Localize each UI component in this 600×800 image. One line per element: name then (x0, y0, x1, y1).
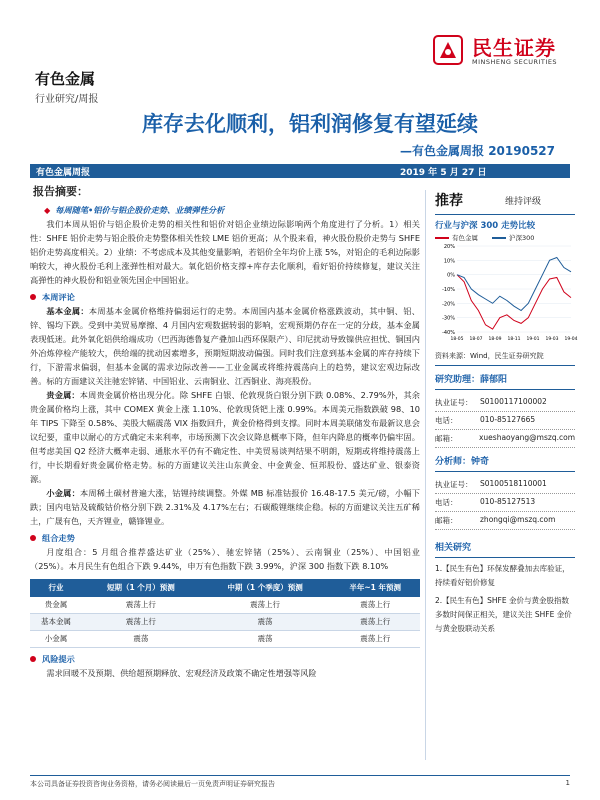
x-tick-label: 18-07 (469, 337, 483, 342)
recommend-label: 推荐 (435, 193, 463, 209)
x-tick-label: 19-04 (564, 337, 578, 342)
rating-label: 维持评级 (505, 197, 542, 207)
x-tick-label: 18-11 (507, 337, 521, 342)
y-tick-label: -40% (442, 330, 455, 336)
table-cell: 基本金属 (30, 614, 82, 631)
bullet-icon (30, 294, 36, 300)
table-header: 行业 (30, 579, 82, 597)
table-header-row (30, 579, 420, 597)
para-precious-metals: 贵金属：本周贵金属价格出现分化。除 SHFE 白银、伦敦现货白银分别下跌 0.08%、2.79%外，其余贵金属价格均上涨，其中 COMEX 黄金上涨 1.10%、伦敦现货钯上涨 0.99%。本周美元指数跌破 98、10 年 TIPS 下降至 0.58%、美股大幅震荡 VIX 指数回升，黄金价格得到支撑。同时本周美联储发布最新议息会议纪要，重申以耐心的方式确定未来利率，市场预测下次会议降息概率下降，但年内降息的概率仍偏牢固。但考虑美国 Q2 经济大概率走弱、通胀水平仍有不确定性、中美贸易谈判结果不明朗，短期或将维持震荡上行，中长期看好贵金属价格走势。标的方面建议关注山东黄金、中金黄金、恒邦股份、盛达矿业、银泰资源。 (30, 390, 420, 484)
rating-box (435, 190, 575, 210)
forecast-table (30, 579, 420, 648)
table-row (30, 597, 420, 614)
chart-source: 资料来源：Wind，民生证券研究院 (435, 352, 544, 360)
divider (435, 557, 575, 558)
analyst-row: 电话： 010-85127665 (435, 412, 575, 430)
y-tick-label: 0% (447, 272, 455, 279)
y-tick-label: -20% (442, 301, 455, 308)
divider (435, 471, 575, 472)
report-type: 行业研究/周报 (35, 94, 99, 105)
table-cell: 震荡上行 (330, 614, 420, 631)
table-row (30, 614, 420, 631)
para-minor-metals: 小金属：本周稀土碳材普遍大涨，钴锂持续调整。外媒 MB 标准钴报价 16.48-17.5 美元/磅，小幅下跌；国内电钴及硫酸钴价格分别下跌 2.31%及 4.17%左右；石碳酸锂继续企稳。标的方面建议关注五矿稀土，广晟有色，天齐锂业，赣锋锂业。 (30, 488, 420, 526)
table-header: 短期（1 个月）预测 (82, 579, 200, 597)
header-band (30, 164, 570, 178)
related-link[interactable]: 1.【民生有色】环保发酵叠加去库验证，持续看好铝价修复 (435, 564, 570, 587)
analyst-email-row[interactable]: 邮箱： xueshaoyang@mszq.com (435, 430, 575, 448)
x-tick-label: 19-01 (526, 337, 540, 342)
footer-disclaimer: 本公司具备证券投资咨询业务资格，请务必阅读最后一页免责声明证券研究报告 (30, 780, 275, 788)
analyst-row: 电话： 010-85127513 (435, 494, 575, 512)
table-cell: 震荡上行 (330, 597, 420, 614)
bullet-icon (30, 535, 36, 541)
brand-name-cn: 民生证券 (472, 36, 556, 60)
section-head-risk: 风险提示 (30, 652, 420, 666)
y-tick-label: -30% (442, 315, 455, 322)
summary-label: 报告摘要： (33, 185, 88, 198)
table-cell: 震荡上行 (200, 597, 331, 614)
section-head-portfolio: 组合走势 (30, 531, 420, 545)
band-left-text: 有色金属周报 (36, 168, 91, 178)
related-title: 相关研究 (435, 543, 472, 553)
table-cell: 震荡 (82, 631, 200, 648)
table-header: 中期（1 个季度）预测 (200, 579, 331, 597)
table-cell: 震荡 (200, 631, 331, 648)
main-body (30, 200, 420, 680)
legend-item: 有色金属 (435, 233, 478, 242)
table-cell: 震荡上行 (82, 614, 200, 631)
table-cell: 震荡上行 (82, 597, 200, 614)
table-cell: 小金属 (30, 631, 82, 648)
y-tick-label: 20% (443, 244, 455, 250)
analyst-row: 执业证号： S0100518110001 (435, 476, 575, 494)
divider (435, 389, 575, 390)
page-subtitle: —有色金属周报 20190527 (400, 144, 555, 158)
table-header: 半年~1 年预测 (330, 579, 420, 597)
sidebar (435, 190, 578, 636)
para-base-metals: 基本金属：本周基本金属价格维持偏弱运行的走势。本周国内基本金属价格涨跌波动，其中铜、铝、锌、锡均下跌。受到中美贸易摩擦、4 月国内宏观数据转弱的影响，宏观预期仍存在一定的分歧，基本金属表现低迷。此外氧化铝供给端成功（巴西海德鲁复产叠加山西环保限产）、印尼扰动导致镍供应担忧、铜国内外冶炼停检产能较大，供给端的扰动因素增多，预期短期波动偏强。同时我们注意到基本金属的库存持续下行，下游需求偏弱，但基本金属的需求边际改善——工业金属或将维持震荡向上的趋势，建议宏观边际改善。标的方面建议关注驰宏锌锗、中国铝业、云南铜业、江西铜业、海亮股份。 (30, 306, 420, 386)
brand-name-en: MINSHENG SECURITIES (472, 58, 558, 66)
table-cell: 震荡 (200, 614, 331, 631)
section-text-risk: 需求回暖不及预期、供给超预期释放、宏观经济及政策不确定性增强等风险 (46, 668, 317, 678)
trend-chart (435, 242, 578, 347)
analyst-row: 执业证号： S0100117100002 (435, 394, 575, 412)
related-link[interactable]: 2.【民生有色】SHFE 金价与黄金股指数多数时间保正相关，建议关注 SHFE 金价与黄金股联动关系 (435, 596, 572, 633)
y-tick-label: -10% (442, 287, 455, 293)
band-date: 2019 年 5 月 27 日 (400, 168, 487, 178)
chart-legend (435, 233, 575, 242)
series-line-nonferrous (457, 275, 571, 329)
table-cell: 震荡上行 (330, 631, 420, 648)
sector-label: 有色金属 (35, 70, 96, 88)
chart-title: 行业与沪深 300 走势比较 (435, 221, 536, 231)
divider (435, 214, 575, 215)
divider (435, 365, 575, 366)
brand-mark-icon (430, 32, 466, 68)
y-tick-label: 10% (443, 258, 455, 265)
footer (30, 775, 570, 789)
page-title: 库存去化顺利，铝利润修复有望延续 (142, 112, 478, 136)
x-tick-label: 19-03 (545, 337, 559, 342)
analyst-email-row[interactable]: 邮箱： zhongqi@mszq.com (435, 512, 575, 530)
table-row (30, 631, 420, 648)
bullet-icon (30, 656, 36, 662)
section-head-review: 本周评论 (30, 290, 420, 304)
section-text-weekly: 我们本周从铝价与铝企股价走势的相关性和铝价对铝企业绩边际影响两个角度进行了分析。1）相关性：SHFE 铝价走势与铝企股价走势整体相关性较 LME 铝价更高；从个股来看，神火股份股价走势与 SHFE 铝价走势高度相关。2）业绩：不考虑成本及其他变量影响，若铝价全年均价上涨 5%，对铝企的毛利边际影响较大，神火股份毛利上涨弹性相对最大。氧化铝价格支撑+库存去化顺利，看好铝价持续修复，建议关注高弹性的神火股份和铝业领先国企中国铝业。 (30, 219, 420, 285)
x-tick-label: 18-05 (450, 337, 464, 342)
table-cell: 贵金属 (30, 597, 82, 614)
column-divider (425, 190, 426, 760)
sparkle-icon: ◆ (44, 205, 51, 215)
x-tick-label: 18-09 (488, 337, 502, 342)
legend-item: 沪深300 (492, 233, 534, 242)
series-line-hs300 (457, 258, 571, 311)
brand-logo (430, 30, 580, 70)
section-text-portfolio: 月度组合：5 月组合推荐盛达矿业（25%）、驰宏锌锗（25%）、云南铜业（25%）、中国铝业（25%）。本月民生有色组合下跌 9.44%，申万有色指数下跌 3.99%，沪深 300 指数下跌 8.10% (30, 547, 420, 571)
analyst2-title: 分析师：钟奇 (435, 457, 490, 467)
page-number: 1 (565, 779, 570, 787)
analyst-title: 研究助理：薛郁阳 (435, 375, 508, 385)
section-head-weekly: ◆ 每周随笔•铝价与铝企股价走势、业绩弹性分析 (44, 205, 225, 215)
